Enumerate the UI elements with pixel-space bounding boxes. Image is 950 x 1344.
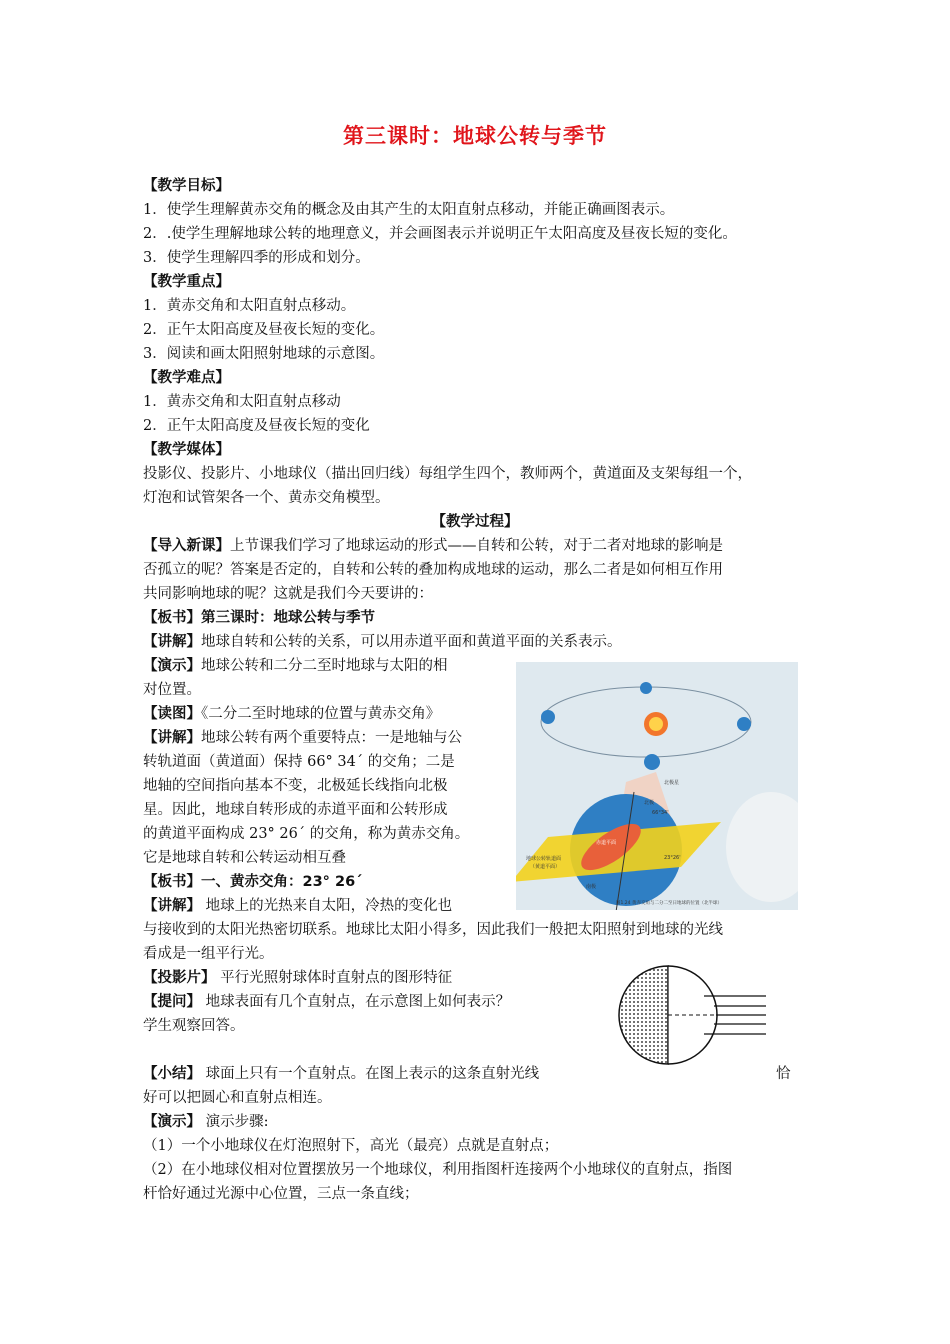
- key-point-item: 2．正午太阳高度及昼夜长短的变化。: [143, 322, 385, 338]
- objective-item: 2．.使学生理解地球公转的地理意义，并会画图表示并说明正午太阳高度及昼夜长短的变化。: [143, 226, 737, 242]
- read-line: [143, 702, 440, 726]
- explain-tag: 【讲解】: [143, 634, 201, 650]
- explain2-text: 地球公转有两个重要特点：一是地轴与公: [201, 730, 462, 746]
- ecliptic-figure: [516, 662, 798, 910]
- slide-text: 平行光照射球体时直射点的图形特征: [215, 970, 453, 986]
- difficulties-heading: 【教学难点】: [143, 370, 230, 386]
- earth-position-icon: [737, 717, 751, 731]
- demo-tag: 【演示】: [143, 658, 201, 674]
- explain2-tag: 【讲解】: [143, 730, 201, 746]
- explain2-line: 的黄道平面构成 23° 26´ 的交角，称为黄赤交角。: [143, 826, 470, 842]
- angle-label: 66°34': [652, 810, 669, 816]
- north-star-label: 北极星: [664, 780, 680, 786]
- intro-text: 上节课我们学习了地球运动的形式——自转和公转，对于二者对地球的影响是: [230, 538, 723, 554]
- media-line: 灯泡和试管架各一个、黄赤交角模型。: [143, 490, 390, 506]
- step-item: 杆恰好通过光源中心位置，三点一条直线；: [143, 1186, 419, 1202]
- parallel-light-figure: [616, 964, 766, 1066]
- summary-line: 好可以把圆心和直射点相连。: [143, 1090, 332, 1106]
- demo2-text: 演示步骤:: [201, 1114, 269, 1130]
- summary-text: 球面上只有一个直射点。在图上表示的这条直射光线: [201, 1066, 540, 1082]
- objective-item: 3．使学生理解四季的形成和划分。: [143, 250, 370, 266]
- south-pole-label: 南极: [586, 884, 597, 890]
- earth-position-icon: [640, 682, 652, 694]
- equator-plane-label: 赤道平面: [596, 840, 617, 846]
- process-heading: 【教学过程】: [431, 514, 519, 530]
- answer-line: 学生观察回答。: [143, 1018, 245, 1034]
- sun-icon: [644, 712, 668, 736]
- question-text: 地球表面有几个直射点，在示意图上如何表示？: [201, 994, 511, 1010]
- explain2-line: 地轴的空间指向基本不变，北极延长线指向北极: [143, 778, 448, 794]
- figure-caption: 图1.24 黄赤交角与二分二至日地球的位置（北半球）: [616, 901, 722, 906]
- summary-line: [143, 1062, 539, 1086]
- explain3-text: 地球上的光热来自太阳，冷热的变化也: [201, 898, 453, 914]
- media-heading: 【教学媒体】: [143, 442, 230, 458]
- media-line: 投影仪、投影片、小地球仪（描出回归线）每组学生四个，教师两个，黄道面及支架每组一个，: [143, 466, 752, 482]
- explain3-line: [143, 894, 452, 918]
- intro-line: 共同影响地球的呢？这就是我们今天要讲的：: [143, 586, 433, 602]
- explain3-tag: 【讲解】: [143, 898, 201, 914]
- objective-item: 1．使学生理解黄赤交角的概念及由其产生的太阳直射点移动，并能正确画图表示。: [143, 202, 675, 218]
- north-pole-label: 北极: [644, 800, 655, 806]
- slide-tag: 【投影片】: [143, 970, 216, 986]
- explain2-line: 转轨道面（黄道面）保持 66° 34´ 的交角；二是: [143, 754, 455, 770]
- read-tag: 【读图】: [143, 706, 201, 722]
- demo2-line: [143, 1110, 269, 1134]
- explain2-line: [143, 726, 462, 750]
- objectives-heading: 【教学目标】: [143, 178, 230, 194]
- step-item: （2）在小地球仪相对位置摆放另一个地球仪，利用指图杆连接两个小地球仪的直射点，指图: [143, 1162, 733, 1178]
- page-title: 第三课时：地球公转与季节: [343, 124, 607, 148]
- demo2-tag: 【演示】: [143, 1114, 201, 1130]
- orbit-plane-sub-label: （黄道平面）: [530, 864, 561, 870]
- slide-line: [143, 966, 452, 990]
- summary-tag: 【小结】: [143, 1066, 201, 1082]
- earth-position-icon: [541, 710, 555, 724]
- key-points-heading: 【教学重点】: [143, 274, 230, 290]
- intro-line: 否孤立的呢？答案是否定的，自转和公转的叠加构成地球的运动，那么二者是如何相互作用: [143, 562, 723, 578]
- board-line: 【板书】一、黄赤交角：23° 26´: [143, 874, 363, 890]
- intro-tag: 【导入新课】: [143, 538, 230, 554]
- demo-text: 地球公转和二分二至时地球与太阳的相: [201, 658, 448, 674]
- key-point-item: 3．阅读和画太阳照射地球的示意图。: [143, 346, 385, 362]
- explain-text: 地球自转和公转的关系，可以用赤道平面和黄道平面的关系表示。: [201, 634, 622, 650]
- angle-label: 23°26': [664, 855, 681, 861]
- night-side: [619, 966, 668, 1064]
- demo-line: [143, 654, 448, 678]
- explain3-line: 看成是一组平行光。: [143, 946, 274, 962]
- orbit-plane-label: 地球公转轨道面: [526, 856, 562, 862]
- explain2-line: 星。因此，地球自转形成的赤道平面和公转形成: [143, 802, 448, 818]
- step-item: （1）一个小地球仪在灯泡照射下，高光（最亮）点就是直射点；: [143, 1138, 559, 1154]
- explain3-line: 与接收到的太阳光热密切联系。地球比太阳小得多，因此我们一般把太阳照射到地球的光线: [143, 922, 723, 938]
- board-line: 【板书】第三课时：地球公转与季节: [143, 610, 375, 626]
- intro-line: [143, 534, 723, 558]
- explain-line: [143, 630, 622, 654]
- difficulty-item: 1．黄赤交角和太阳直射点移动: [143, 394, 341, 410]
- summary-tail: 恰: [776, 1066, 791, 1082]
- earth-position-icon: [644, 754, 660, 770]
- read-text: 《二分二至时地球的位置与黄赤交角》: [201, 706, 441, 722]
- question-line: [143, 990, 510, 1014]
- explain2-line: 它是地球自转和公转运动相互叠: [143, 850, 346, 866]
- demo-line: 对位置。: [143, 682, 201, 698]
- question-tag: 【提问】: [143, 994, 201, 1010]
- key-point-item: 1．黄赤交角和太阳直射点移动。: [143, 298, 356, 314]
- difficulty-item: 2．正午太阳高度及昼夜长短的变化: [143, 418, 370, 434]
